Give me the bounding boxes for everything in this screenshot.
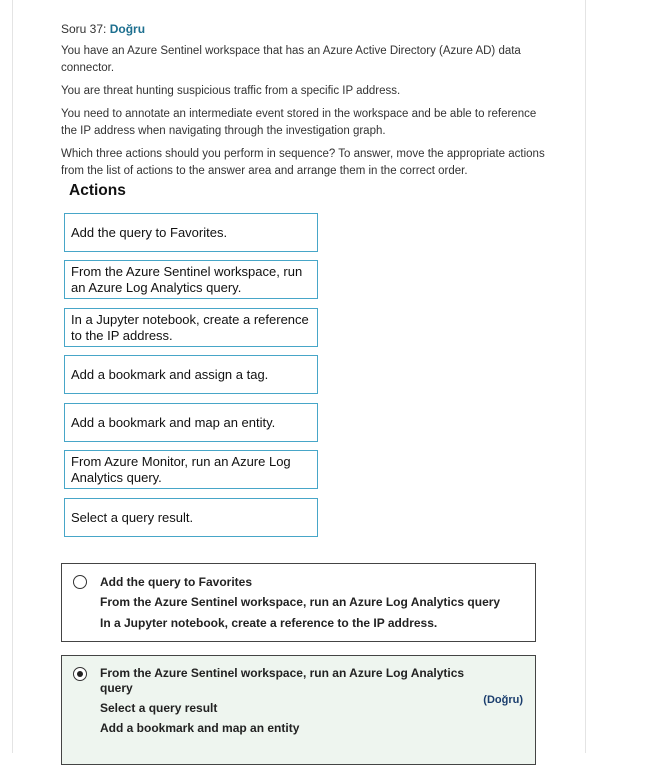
action-item-label: In a Jupyter notebook, create a reference to the IP address. xyxy=(71,311,309,343)
action-item[interactable] xyxy=(64,355,318,394)
option-line: From the Azure Sentinel workspace, run an Azure Log Analytics query xyxy=(100,595,501,609)
option-line: From the Azure Sentinel workspace, run an Azure Log Analytics xyxy=(100,666,465,680)
action-item-label: Add a bookmark and assign a tag. xyxy=(71,366,269,382)
question-title xyxy=(61,22,145,36)
action-item[interactable] xyxy=(64,213,318,252)
question-paragraph: You need to annotate an intermediate event stored in the workspace and be able to reference the IP address when navigating through the investigation graph. xyxy=(61,108,537,137)
actions-heading: Actions xyxy=(69,182,126,199)
action-item[interactable] xyxy=(64,498,318,537)
radio-button[interactable] xyxy=(73,575,87,589)
option-line: query xyxy=(100,681,133,695)
radio-dot xyxy=(77,671,83,677)
option-line: Select a query result xyxy=(100,701,218,715)
answer-option[interactable] xyxy=(61,563,536,642)
option-line: Add the query to Favorites xyxy=(100,575,253,589)
action-item-label: Add the query to Favorites. xyxy=(71,224,228,240)
action-item[interactable] xyxy=(64,403,318,442)
action-item[interactable] xyxy=(64,450,318,489)
option-line: In a Jupyter notebook, create a reference to the IP address. xyxy=(100,616,438,630)
action-item[interactable] xyxy=(64,260,318,299)
option-line: Add a bookmark and map an entity xyxy=(100,721,300,735)
action-item-label: From the Azure Sentinel workspace, run an Azure Log Analytics query. xyxy=(71,263,303,295)
correct-answer-label: (Doğru) xyxy=(483,694,523,706)
action-item[interactable] xyxy=(64,308,318,347)
question-paragraph: Which three actions should you perform in sequence? To answer, move the appropriate actions from the list of actions to the answer area and arrange them in the correct order. xyxy=(61,148,545,177)
action-item-label: Select a query result. xyxy=(71,509,194,525)
radio-button-selected[interactable] xyxy=(73,667,87,681)
action-item-label: From Azure Monitor, run an Azure Log Analytics query. xyxy=(71,453,291,485)
question-paragraph: You have an Azure Sentinel workspace that has an Azure Active Directory (Azure AD) data connector. xyxy=(61,45,521,74)
question-paragraph: You are threat hunting suspicious traffic from a specific IP address. xyxy=(61,85,401,97)
question-number: Soru 37: xyxy=(61,22,107,36)
action-item-label: Add a bookmark and map an entity. xyxy=(71,414,276,430)
answer-option-selected[interactable] xyxy=(61,655,536,765)
question-status: Doğru xyxy=(109,22,146,36)
